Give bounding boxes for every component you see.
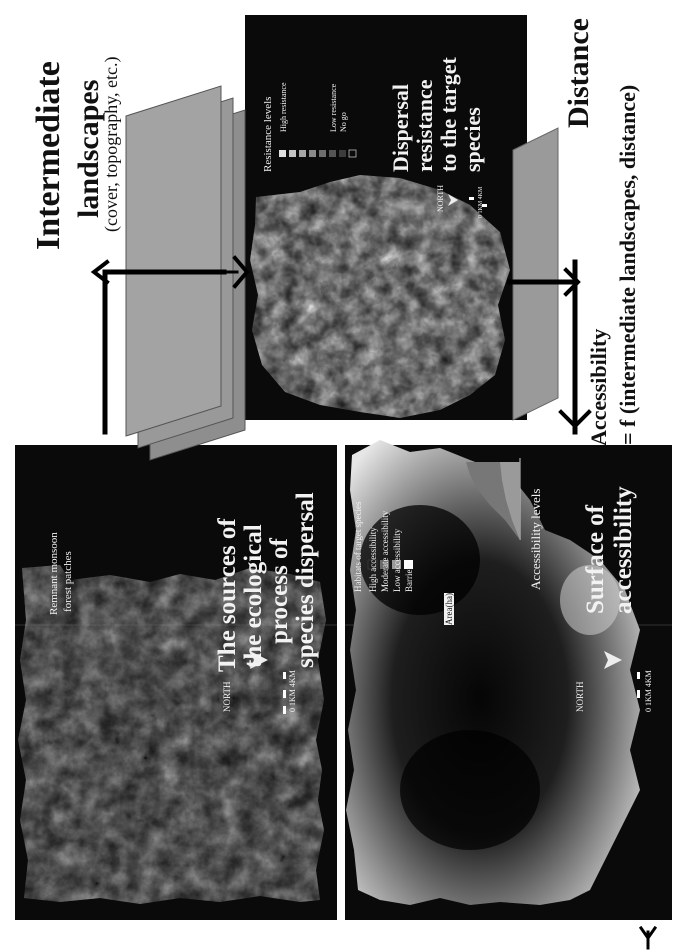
resistance-level-low: Low resistance — [329, 83, 338, 132]
resistance-legend-title: Resistance levels — [262, 96, 274, 172]
caption-sources-2: the ecological — [240, 524, 267, 668]
caption-sources-1: The sources of — [214, 518, 241, 672]
legend-barriers: Barriers — [404, 563, 414, 592]
label-distance: Distance — [562, 18, 595, 128]
resistance-level-high: High resistance — [279, 82, 288, 132]
scale-bar — [283, 672, 286, 714]
caption-resistance-3: to the target — [436, 57, 461, 172]
caption-accessibility-1: Surface of — [582, 505, 609, 614]
area-axis-label: Area(ha) — [444, 593, 454, 625]
scale-label-accessibility: 0 1KM 4KM — [644, 670, 653, 712]
north-label: NORTH — [222, 681, 232, 712]
scale-label-resistance: 0 1KM 4KM — [478, 186, 484, 218]
panel-resistance — [245, 15, 527, 425]
legend-habitats: Habitats of target species — [353, 501, 363, 592]
north-label-accessibility: NORTH — [575, 681, 585, 712]
north-label-resistance: NORTH — [436, 184, 445, 212]
caption-sources-3: process of — [266, 538, 293, 644]
caption-sources-4: species dispersal — [292, 492, 319, 668]
subtitle-cover: (cover, topography, etc.) — [101, 56, 121, 232]
title-landscapes: landscapes — [72, 79, 105, 218]
resistance-level-nogo: No go — [339, 112, 348, 132]
legend-low-accessibility: Low accessibility — [392, 528, 402, 592]
label-accessibility: Accessibility — [586, 328, 611, 446]
scale-label: 0 1KM 4KM — [288, 670, 297, 712]
legend-high-accessibility: High accessibility — [368, 527, 378, 592]
title-intermediate: Intermediate — [30, 61, 67, 250]
distance-plane — [513, 128, 558, 420]
accessibility-axis-title: Accessibility levels — [528, 488, 543, 590]
legend-remnant-forest: Remnant monsoon — [48, 532, 60, 615]
caption-resistance-1: Dispersal — [388, 84, 413, 172]
caption-resistance-4: species — [460, 107, 485, 172]
legend-moderate-accessibility: Moderate accessibility — [380, 510, 390, 592]
caption-resistance-2: resistance — [412, 79, 437, 172]
legend-remnant-forest-2: forest patches — [62, 551, 74, 612]
caption-accessibility-2: accessibility — [610, 486, 637, 614]
plane-1 — [126, 86, 221, 436]
label-accessibility-formula: = f (intermediate landscapes, distance) — [615, 84, 640, 445]
